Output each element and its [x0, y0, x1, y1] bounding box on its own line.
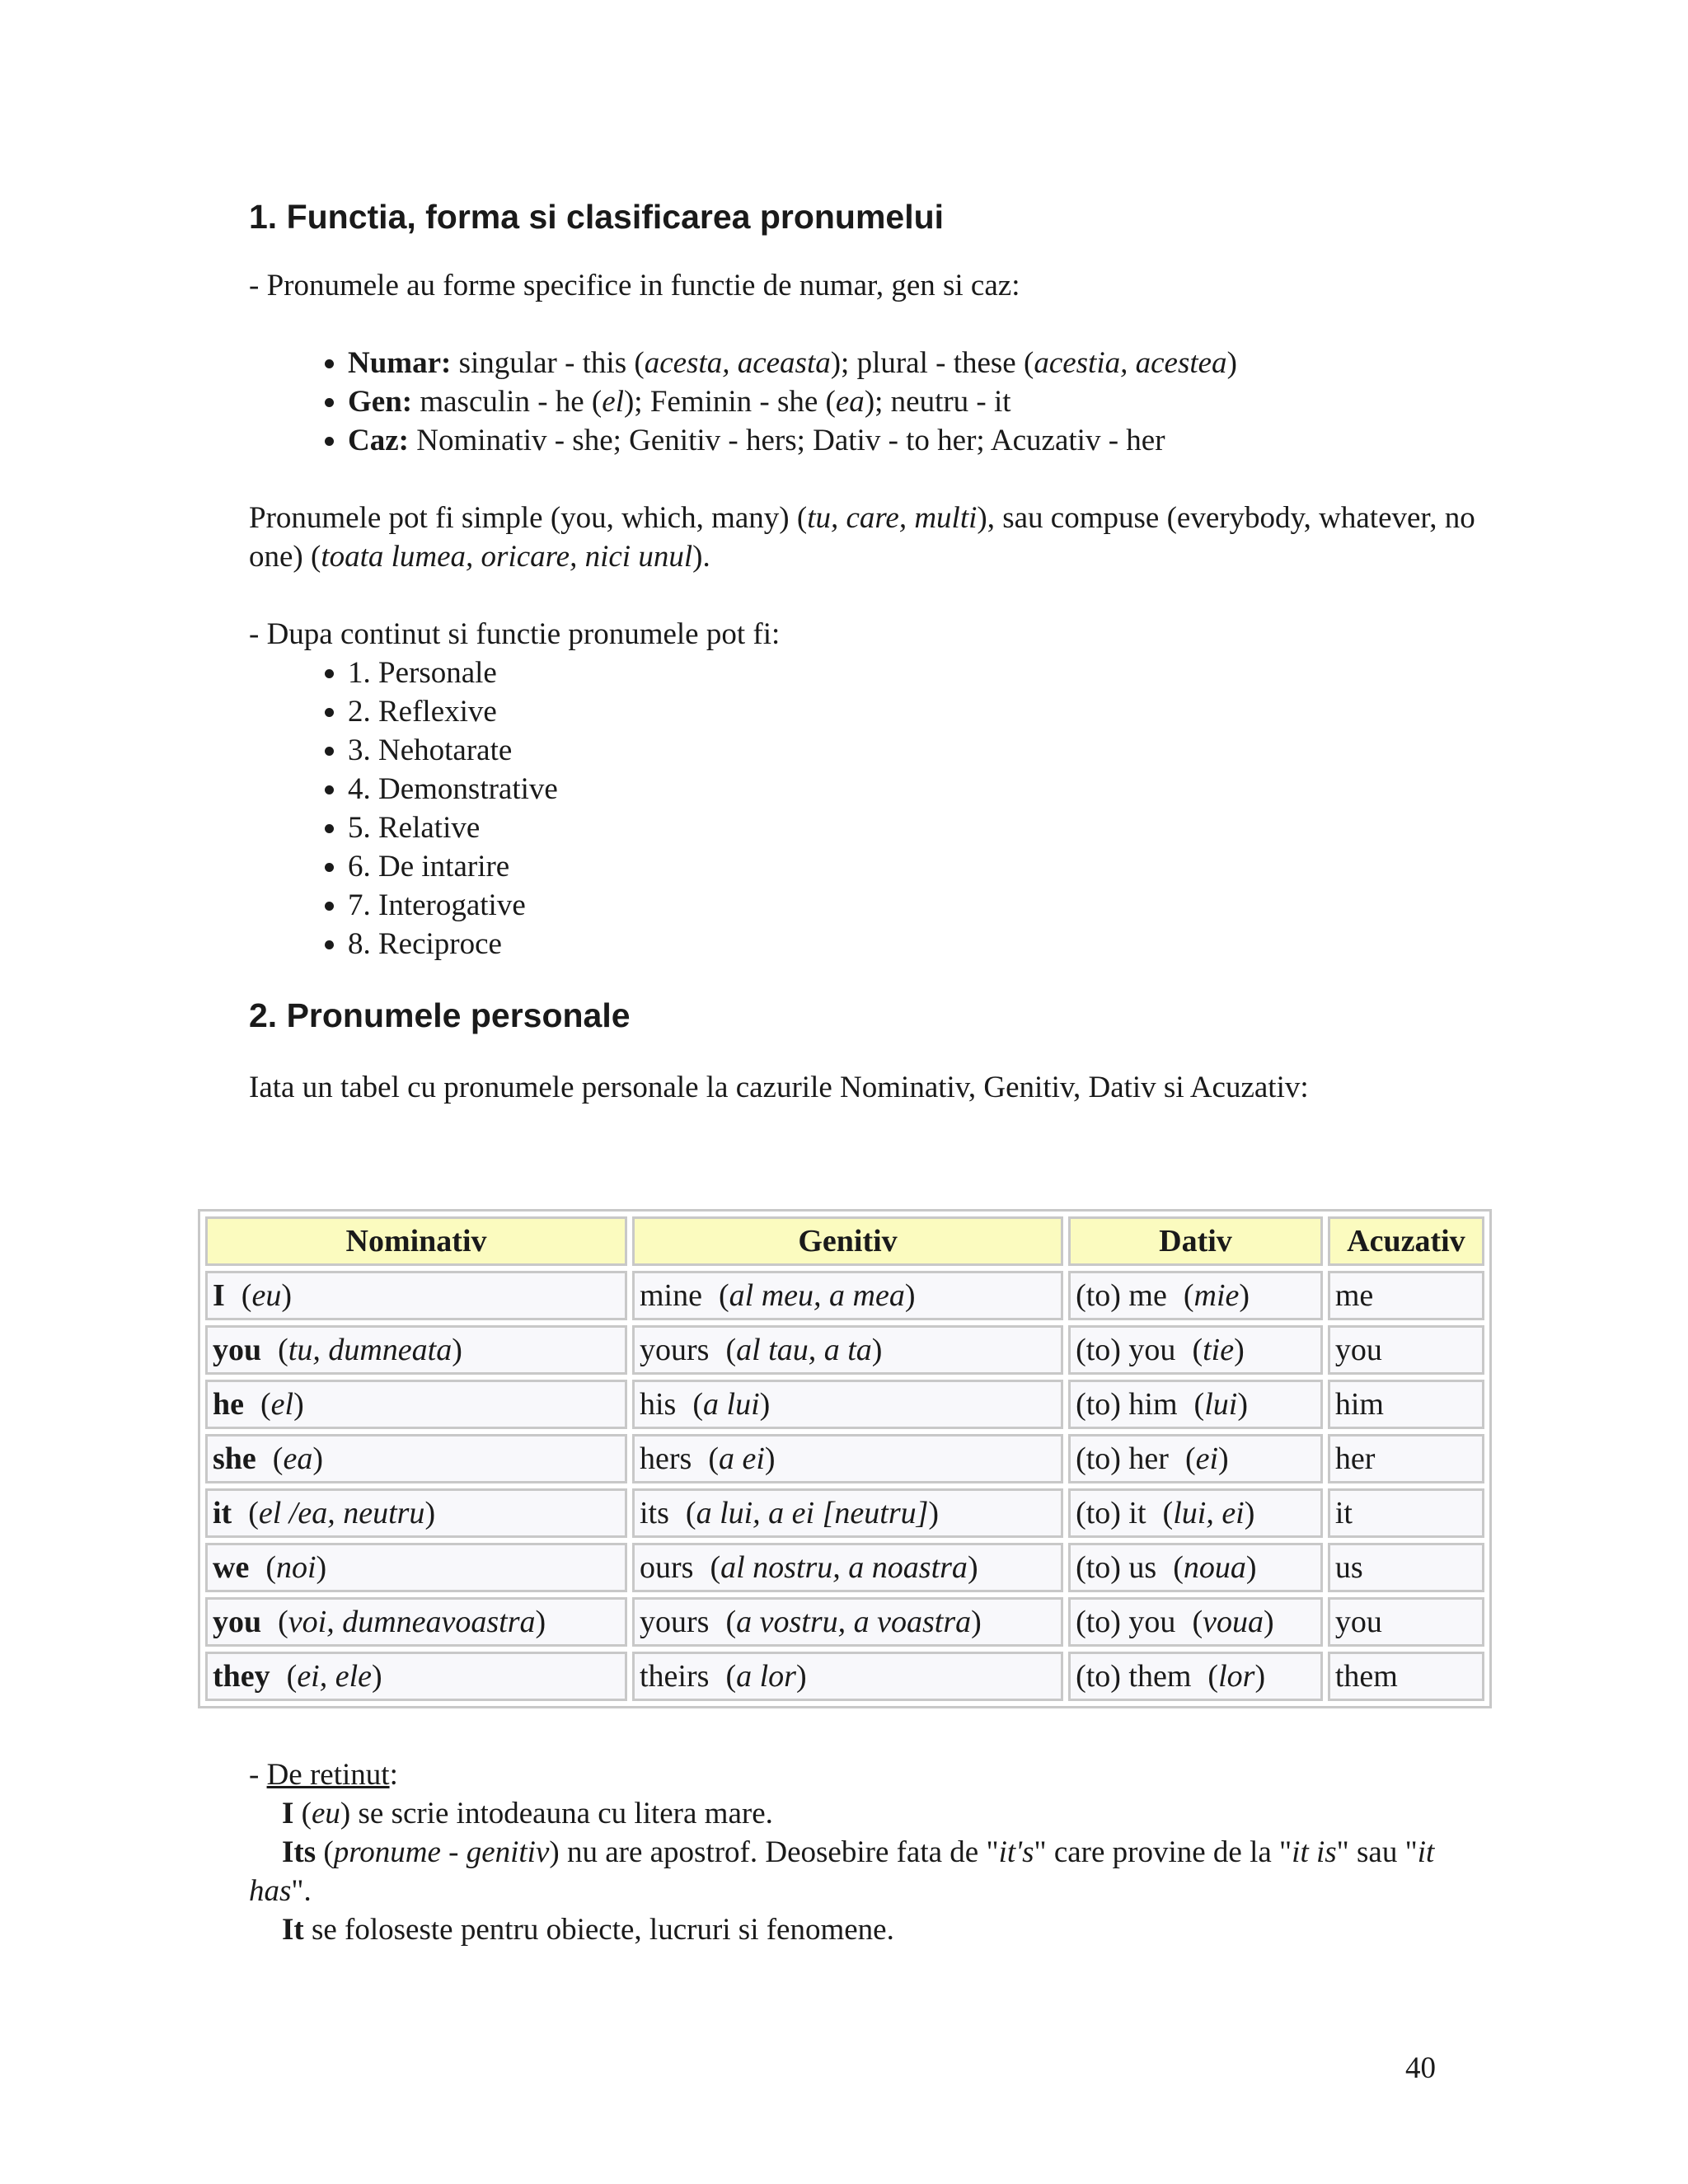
- type-item: • 2. Reflexive: [348, 692, 1485, 731]
- nominativ-cell: it (el /ea, neutru): [205, 1488, 627, 1538]
- feature-item: • Gen: masculin - he (el); Feminin - she (ea); neutru - it: [348, 382, 1485, 421]
- type-item: • 6. De intarire: [348, 847, 1485, 886]
- notes-block: [249, 1755, 1485, 1949]
- acuzativ-cell: it: [1328, 1488, 1484, 1538]
- nominativ-cell: you (tu, dumneata): [205, 1325, 627, 1375]
- table-row: [205, 1380, 1484, 1429]
- note-item: It se foloseste pentru obiecte, lucruri si fenomene.: [282, 1913, 894, 1947]
- dativ-cell: (to) you (tie): [1068, 1325, 1323, 1375]
- genitiv-cell: his (a lui): [632, 1380, 1063, 1429]
- type-item: • 5. Relative: [348, 808, 1485, 847]
- acuzativ-cell: you: [1328, 1597, 1484, 1647]
- dativ-cell: (to) me (mie): [1068, 1271, 1323, 1320]
- acuzativ-cell: us: [1328, 1543, 1484, 1592]
- genitiv-cell: mine (al meu, a mea): [632, 1271, 1063, 1320]
- acuzativ-cell: you: [1328, 1325, 1484, 1375]
- dativ-cell: (to) him (lui): [1068, 1380, 1323, 1429]
- nominativ-cell: they (ei, ele): [205, 1652, 627, 1701]
- feature-list: [249, 344, 1485, 460]
- genitiv-cell: yours (al tau, a ta): [632, 1325, 1063, 1375]
- genitiv-cell: yours (a vostru, a voastra): [632, 1597, 1063, 1647]
- header-dativ: Dativ: [1068, 1216, 1323, 1266]
- section2-intro: Iata un tabel cu pronumele personale la cazurile Nominativ, Genitiv, Dativ si Acuzativ:: [249, 1071, 1309, 1104]
- section1-intro: - Pronumele au forme specifice in functie de numar, gen si caz:: [249, 269, 1020, 302]
- genitiv-cell: hers (a ei): [632, 1434, 1063, 1483]
- type-item: • 1. Personale: [348, 654, 1485, 692]
- dativ-cell: (to) us (noua): [1068, 1543, 1323, 1592]
- nominativ-cell: I (eu): [205, 1271, 627, 1320]
- nominativ-cell: she (ea): [205, 1434, 627, 1483]
- types-intro: - Dupa continut si functie pronumele pot fi:: [249, 617, 781, 651]
- genitiv-cell: ours (al nostru, a noastra): [632, 1543, 1063, 1592]
- table-row: [205, 1488, 1484, 1538]
- acuzativ-cell: me: [1328, 1271, 1484, 1320]
- table-header-row: [205, 1216, 1484, 1266]
- table-row: [205, 1597, 1484, 1647]
- type-item: • 4. Demonstrative: [348, 770, 1485, 808]
- dativ-cell: (to) them (lor): [1068, 1652, 1323, 1701]
- pronoun-table: [198, 1209, 1492, 1708]
- section1-heading: 1. Functia, forma si clasificarea pronumelui: [249, 198, 945, 236]
- dativ-cell: (to) it (lui, ei): [1068, 1488, 1323, 1538]
- genitiv-cell: theirs (a lor): [632, 1652, 1063, 1701]
- table-row: [205, 1652, 1484, 1701]
- nominativ-cell: we (noi): [205, 1543, 627, 1592]
- table-row: [205, 1543, 1484, 1592]
- acuzativ-cell: him: [1328, 1380, 1484, 1429]
- type-item: • 8. Reciproce: [348, 925, 1485, 963]
- header-genitiv: Genitiv: [632, 1216, 1063, 1266]
- notes-label: - De retinut:: [249, 1758, 398, 1792]
- type-item: • 7. Interogative: [348, 886, 1485, 925]
- acuzativ-cell: her: [1328, 1434, 1484, 1483]
- genitiv-cell: its (a lui, a ei [neutru]): [632, 1488, 1063, 1538]
- table-row: [205, 1271, 1484, 1320]
- acuzativ-cell: them: [1328, 1652, 1484, 1701]
- types-list: [249, 654, 1485, 963]
- dativ-cell: (to) her (ei): [1068, 1434, 1323, 1483]
- table-row: [205, 1434, 1484, 1483]
- simple-compound-paragraph: Pronumele pot fi simple (you, which, many) (tu, care, multi), sau compuse (everybody, whatever, no one) (toata lumea, oricare, nici unul).: [249, 501, 1475, 574]
- feature-item: • Caz: Nominativ - she; Genitiv - hers; Dativ - to her; Acuzativ - her: [348, 421, 1485, 460]
- section2-heading: 2. Pronumele personale: [249, 996, 631, 1034]
- page-number: 40: [1405, 2051, 1436, 2085]
- nominativ-cell: he (el): [205, 1380, 627, 1429]
- note-item: I (eu) se scrie intodeauna cu litera mare.: [282, 1797, 773, 1830]
- note-item: Its (pronume - genitiv) nu are apostrof. Deosebire fata de "it's" care provine de la "it is" sau "it has".: [249, 1835, 1435, 1908]
- header-nominativ: Nominativ: [205, 1216, 627, 1266]
- feature-item: • Numar: singular - this (acesta, aceasta); plural - these (acestia, acestea): [348, 344, 1485, 382]
- dativ-cell: (to) you (voua): [1068, 1597, 1323, 1647]
- page-content: [249, 198, 1485, 1107]
- table-row: [205, 1325, 1484, 1375]
- header-acuzativ: Acuzativ: [1328, 1216, 1484, 1266]
- nominativ-cell: you (voi, dumneavoastra): [205, 1597, 627, 1647]
- type-item: • 3. Nehotarate: [348, 731, 1485, 770]
